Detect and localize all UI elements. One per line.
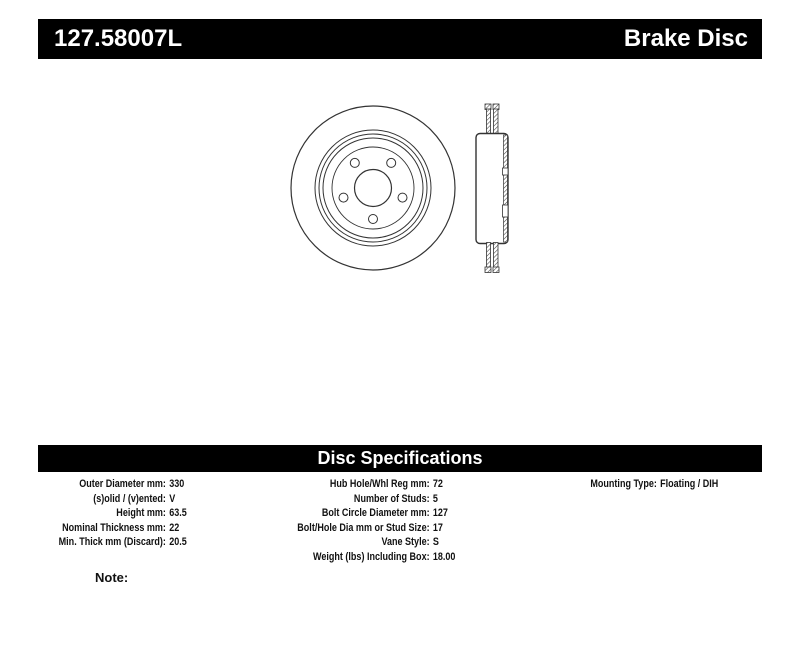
brake-disc-side-section-view-icon [476,104,508,273]
spec-label: Weight (lbs) Including Box: [313,550,430,563]
spec-row [38,477,187,492]
technical-drawing [260,88,540,288]
spec-value: V [169,492,176,505]
spec-value: Floating / DIH [660,478,719,490]
stud-hole [387,158,396,167]
spec-row [38,535,187,550]
spec-row [282,550,455,565]
spec-section-header [38,445,762,472]
spec-row [282,521,455,536]
product-name: Brake Disc [623,25,748,52]
spec-value: 72 [432,478,443,490]
spec-section-title: Disc Specifications [317,448,483,468]
spec-label: Mounting Type: [590,478,657,490]
brake-disc-front-view-icon [291,106,455,270]
spec-label: Nominal Thickness mm: [62,521,166,534]
stud-hole [339,193,348,202]
spec-label: Outer Diameter mm: [79,478,166,490]
spec-label: Number of Studs: [353,492,430,505]
spec-label: Bolt Circle Diameter mm: [321,507,430,520]
spec-value: 18.00 [432,550,456,563]
spec-row [282,535,455,550]
section-bottom-plate [494,243,499,269]
spec-value: S [432,536,439,549]
header-bar [38,19,762,59]
section-wall-notch [503,168,509,175]
spec-label: Bolt/Hole Dia mm or Stud Size: [297,521,430,534]
spec-column-hub-studs [282,477,455,565]
spec-value: 5 [432,492,438,505]
hat-face-circle [332,147,414,229]
spec-row [38,492,187,507]
spec-value: 63.5 [169,507,187,520]
stud-hole [369,215,378,224]
stud-hole [350,158,359,167]
section-bottom-cap [485,267,491,273]
note-label: Note: [95,570,129,585]
spec-row [282,492,455,507]
spec-value: 17 [432,521,443,534]
section-bottom-plate [487,243,491,269]
section-wall-notch [503,205,509,217]
spec-row [556,477,718,492]
spec-column-dimensions [38,477,187,550]
spec-value: 20.5 [169,536,187,549]
rim-step-circle [319,134,427,242]
spec-label: Hub Hole/Whl Reg mm: [329,478,430,490]
spec-value: 330 [169,478,185,490]
spec-label: Vane Style: [381,536,430,549]
section-top-plate [494,109,499,135]
spec-column-mounting [556,477,718,492]
stud-hole [398,193,407,202]
section-top-plate [487,109,491,135]
section-bottom-cap [493,267,499,273]
spec-row [38,521,187,536]
hub-hole-circle [355,170,392,207]
spec-label: Min. Thick mm (Discard): [58,536,166,549]
part-number: 127.58007L [54,25,183,52]
spec-label: Height mm: [116,507,166,520]
spec-value: 22 [169,521,180,534]
section-hat-wall [504,135,508,242]
spec-row [282,477,455,492]
spec-row [38,506,187,521]
spec-label: (s)olid / (v)ented: [93,492,166,505]
outer-diameter-circle [291,106,455,270]
spec-row [282,506,455,521]
spec-value: 127 [432,507,448,520]
